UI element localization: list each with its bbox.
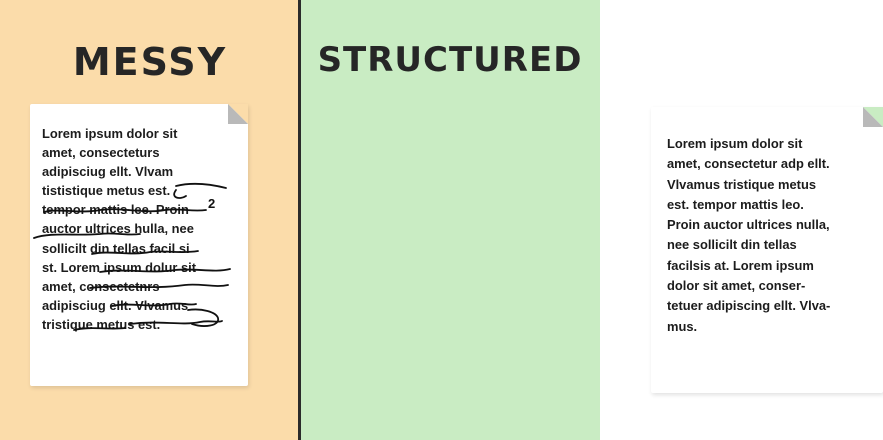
scribble-marks (30, 104, 248, 386)
messy-body-text: Lorem ipsum dolor sit amet, consecteturs adipisciug ellt. Vlvam tististique metus est. tempor mattis lee. Proin auctor ultrices hulla, nee sollicilt din tellas facil si st. Lorem ipsum dolur sit amet, consectetnrs adipisciug ellt. Vlvamus tristique metus est. (42, 126, 196, 332)
scribble-note: 2 (208, 196, 216, 211)
messy-document (30, 104, 248, 386)
messy-title: MESSY (72, 40, 228, 84)
panel-divider (298, 0, 301, 440)
structured-document (651, 107, 883, 393)
structured-panel (300, 0, 831, 440)
structured-title: STRUCTURED (317, 40, 583, 80)
page-fold-icon (863, 107, 883, 127)
messy-panel (0, 0, 300, 440)
structured-body-text: Lorem ipsum dolor sit amet, consectetur adp ellt. Vlvamus tristique metus est. tempor mattis leo. Proin auctor ultrices nulla, nee sollicilt din tellas facilsis at. Lorem ipsum dolor sit amet, conser- tetuer adipiscing ellt. Vlva- mus. (667, 136, 831, 334)
